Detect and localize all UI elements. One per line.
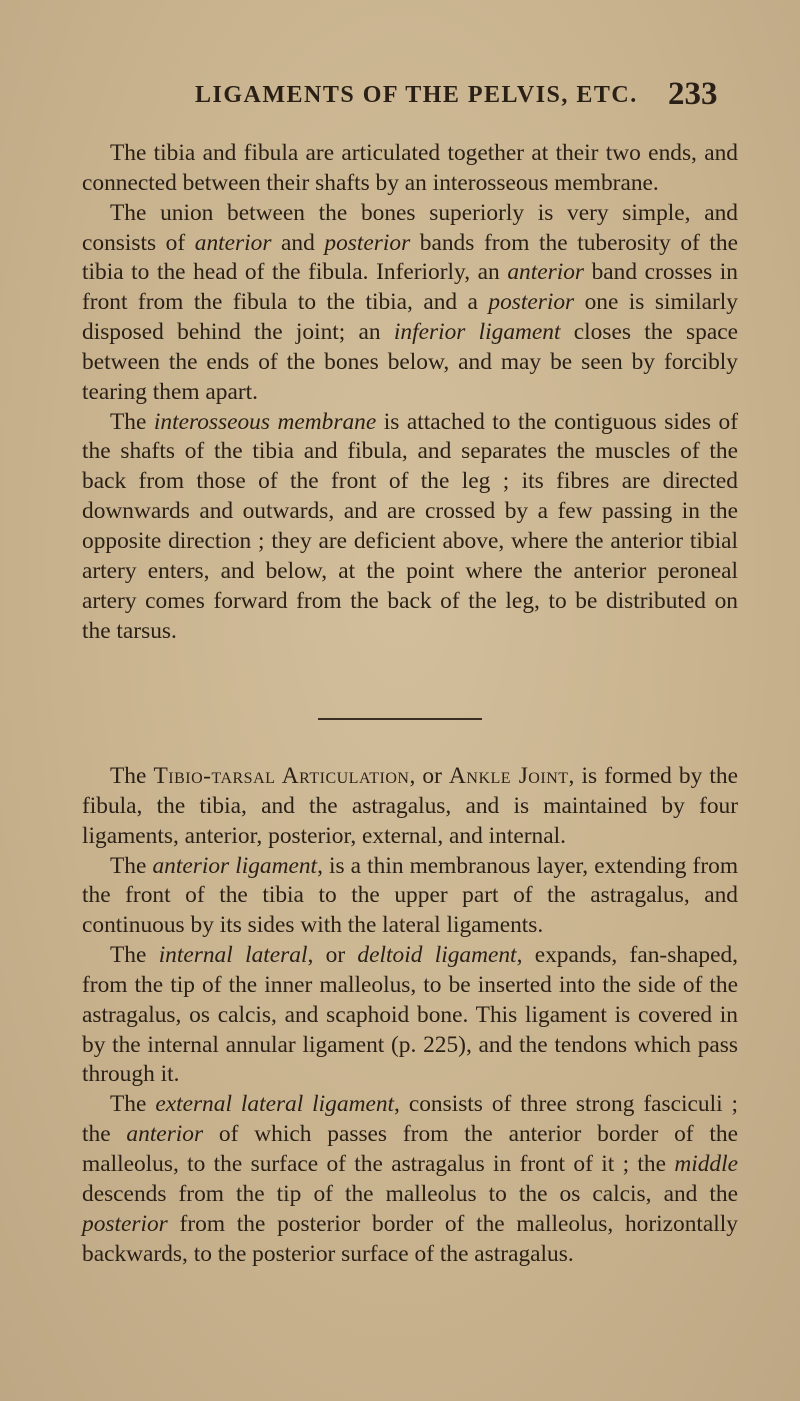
text-run: The [110,1091,156,1118]
text-run: descends from the tip of the malleolus to the os calcis, and the [82,1180,738,1207]
paragraph-interosseous-membrane [82,408,738,647]
italic-term: anterior [126,1121,204,1148]
text-run: is attached to the contiguous sides of the shafts of the tibia and fibula, and separates the muscles of the back from those of the front of the leg ; its fibres are directed downwards and outwards, and are crossed by a few passing in the opposite direction ; they are deficient above, where the anterior tibial artery enters, and below, at the point where the anterior peroneal artery comes forward from the back of the leg, to be distributed on the tarsus. [82,408,739,644]
italic-term: inferior ligament [393,319,561,346]
text-run: The [110,408,154,435]
italic-term: internal lateral [158,942,308,969]
italic-term: interosseous membrane [153,408,377,435]
italic-term: middle [674,1150,738,1177]
text-run: of which passes from the anterior border of the malleolus, to the surface of the astragalus in front of it ; the [82,1121,738,1177]
text-run: closes the space between the ends of the bones below, and may be seen by forcibly tearing them apart. [82,319,738,405]
paragraph-external-lateral-ligament [82,1090,738,1269]
small-caps-heading: Tibio-tarsal Articulation [153,763,410,789]
italic-term: anterior ligament [152,852,318,879]
italic-term: anterior [194,229,272,256]
italic-term: posterior [488,289,575,316]
small-caps-heading: Ankle Joint [449,763,569,789]
section-divider [318,718,482,720]
section-ankle-joint [82,762,738,1269]
text-run: , or [307,942,358,969]
text-run: , or [409,763,450,789]
text-run: , expands, fan-shaped, from the tip of the inner malleolus, to be inserted into the side of the astragalus, os calcis, and scaphoid bone. This ligament is covered in by the internal annular ligament (p. 225), and the tendons which pass through it. [82,942,738,1088]
running-head [0,76,800,116]
running-title: LIGAMENTS OF THE PELVIS, ETC. [195,82,638,108]
text-run: one is similarly disposed behind the joint; an [82,289,739,346]
text-run: , consists of three strong fasciculi ; the [82,1091,739,1148]
text-run: , is a thin membranous layer, extending from the front of the tibia to the upper part of the astragalus, and continuous by its sides with the lateral ligaments. [82,852,739,939]
paragraph-ankle-joint-intro [82,762,738,852]
paragraph-superior-inferior-union [82,199,738,408]
italic-term: posterior [82,1210,168,1237]
text-run: The [110,942,159,969]
text-run: band crosses in front from the fibula to the tibia, and a [82,259,738,316]
section-tibio-fibular [82,139,738,646]
text-run: The [110,852,153,879]
paragraph-anterior-ligament [82,852,738,942]
text-run: from the posterior border of the malleolus, horizontally backwards, to the posterior surface of the astragalus. [82,1210,738,1267]
paragraph-tibia-fibula-intro [82,139,738,199]
italic-term: deltoid ligament [357,942,517,969]
paragraph-deltoid-ligament [82,941,738,1090]
italic-term: anterior [507,259,584,286]
text-run: bands from the tuberosity of the tibia to the head of the fibula. Inferiorly, an [82,229,738,286]
text-run: The [110,763,154,789]
text-run: and [271,229,325,256]
paragraph-text: The tibia and fibula are articulated together at their two ends, and connected between their shafts by an interosseous membrane. [82,140,738,196]
text-run: , is formed by the fibula, the tibia, and the astragalus, and is maintained by four ligaments, anterior, posterior, external, and internal. [82,763,738,849]
text-run: The union between the bones superiorly is very simple, and consists of [82,199,738,256]
italic-term: posterior [324,229,411,256]
italic-term: external lateral ligament [155,1091,395,1118]
page-number: 233 [668,76,718,112]
